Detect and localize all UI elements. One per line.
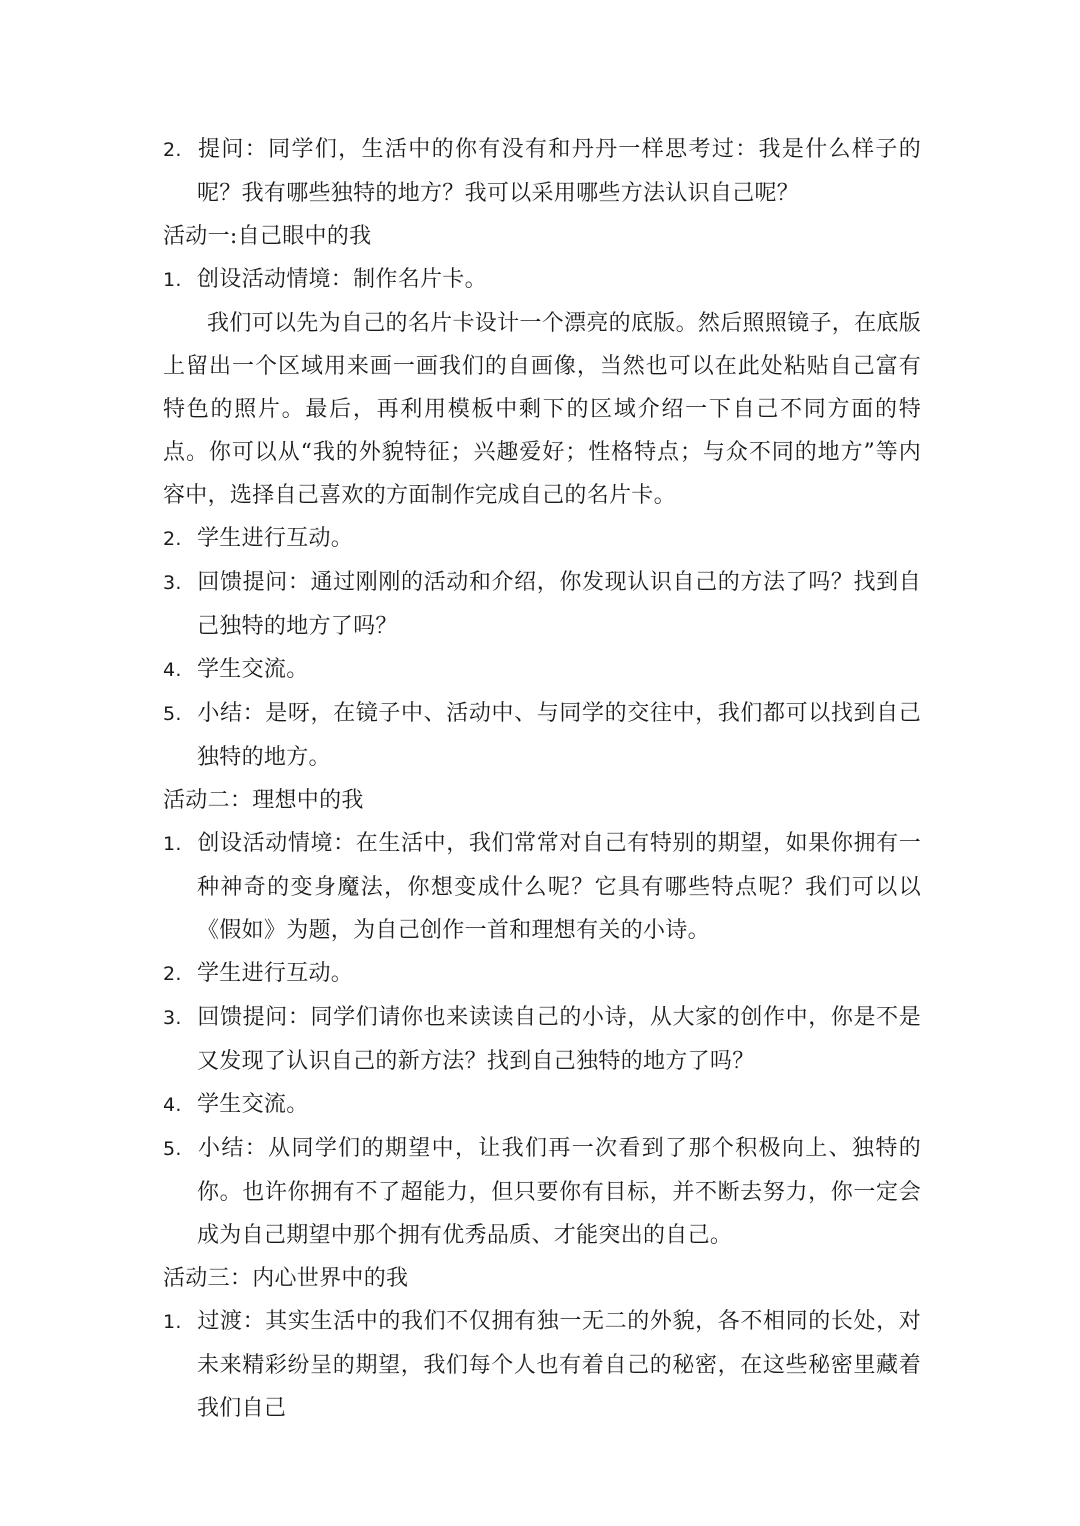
section-heading: 活动一:自己眼中的我 bbox=[163, 224, 372, 249]
item-text: 学生交流。 bbox=[197, 657, 309, 682]
item-number: 4. bbox=[163, 1094, 182, 1116]
list-item bbox=[163, 996, 921, 1083]
item-number: 2. bbox=[163, 528, 182, 550]
list-item bbox=[163, 822, 921, 952]
item-number: 1. bbox=[163, 833, 182, 855]
item-number: 2. bbox=[163, 963, 182, 985]
list-item bbox=[163, 648, 921, 692]
list-item bbox=[163, 128, 921, 215]
list-item bbox=[163, 517, 921, 561]
item-number: 3. bbox=[163, 572, 182, 594]
item-number: 5. bbox=[163, 703, 182, 725]
item-number: 2. bbox=[163, 139, 182, 161]
item-text: 创设活动情境：在生活中，我们常常对自己有特别的期望，如果你拥有一种神奇的变身魔法，你想变成什么呢？它具有哪些特点呢？我们可以以《假如》为题，为自己创作一首和理想有关的小诗。 bbox=[197, 831, 921, 943]
list-item bbox=[163, 952, 921, 996]
item-number: 1. bbox=[163, 1311, 182, 1333]
item-number: 1. bbox=[163, 269, 182, 291]
item-text: 创设活动情境：制作名片卡。 bbox=[197, 267, 487, 292]
item-text: 回馈提问：同学们请你也来读读自己的小诗，从大家的创作中，你是不是又发现了认识自己的新方法？找到自己独特的地方了吗？ bbox=[197, 1005, 921, 1074]
list-item bbox=[163, 258, 921, 302]
list-item bbox=[163, 1300, 921, 1430]
item-text: 提问：同学们，生活中的你有没有和丹丹一样思考过：我是什么样子的呢？我有哪些独特的地方？我可以采用哪些方法认识自己呢？ bbox=[197, 137, 921, 206]
list-item bbox=[163, 692, 921, 779]
item-text: 学生进行互动。 bbox=[197, 526, 354, 551]
item-number: 4. bbox=[163, 659, 182, 681]
item-text: 回馈提问：通过刚刚的活动和介绍，你发现认识自己的方法了吗？找到自己独特的地方了吗？ bbox=[197, 570, 921, 639]
item-text: 小结：是呀，在镜子中、活动中、与同学的交往中，我们都可以找到自己独特的地方。 bbox=[197, 701, 921, 770]
item-number: 5. bbox=[163, 1138, 182, 1160]
list-item bbox=[163, 561, 921, 648]
section-heading: 活动三：内心世界中的我 bbox=[163, 1266, 409, 1291]
document-page bbox=[163, 128, 921, 1430]
list-item bbox=[163, 1127, 921, 1257]
item-number: 3. bbox=[163, 1007, 182, 1029]
list-item bbox=[163, 1083, 921, 1127]
paragraph: 我们可以先为自己的名片卡设计一个漂亮的底版。然后照照镜子，在底版上留出一个区域用来画一画我们的自画像，当然也可以在此处粘贴自己富有特色的照片。最后，再利用模板中剩下的区域介绍一下自己不同方面的特点。你可以从“我的外貌特征；兴趣爱好；性格特点；与众不同的地方”等内容中，选择自己喜欢的方面制作完成自己的名片卡。 bbox=[163, 311, 921, 508]
item-text: 学生交流。 bbox=[197, 1092, 309, 1117]
section-heading: 活动二：理想中的我 bbox=[163, 788, 364, 813]
item-text: 学生进行互动。 bbox=[197, 961, 354, 986]
item-text: 小结：从同学们的期望中，让我们再一次看到了那个积极向上、独特的你。也许你拥有不了超能力，但只要你有目标，并不断去努力，你一定会成为自己期望中那个拥有优秀品质、才能突出的自己。 bbox=[197, 1136, 921, 1248]
item-text: 过渡：其实生活中的我们不仅拥有独一无二的外貌，各不相同的长处，对未来精彩纷呈的期望，我们每个人也有着自己的秘密，在这些秘密里藏着我们自己 bbox=[197, 1309, 921, 1421]
